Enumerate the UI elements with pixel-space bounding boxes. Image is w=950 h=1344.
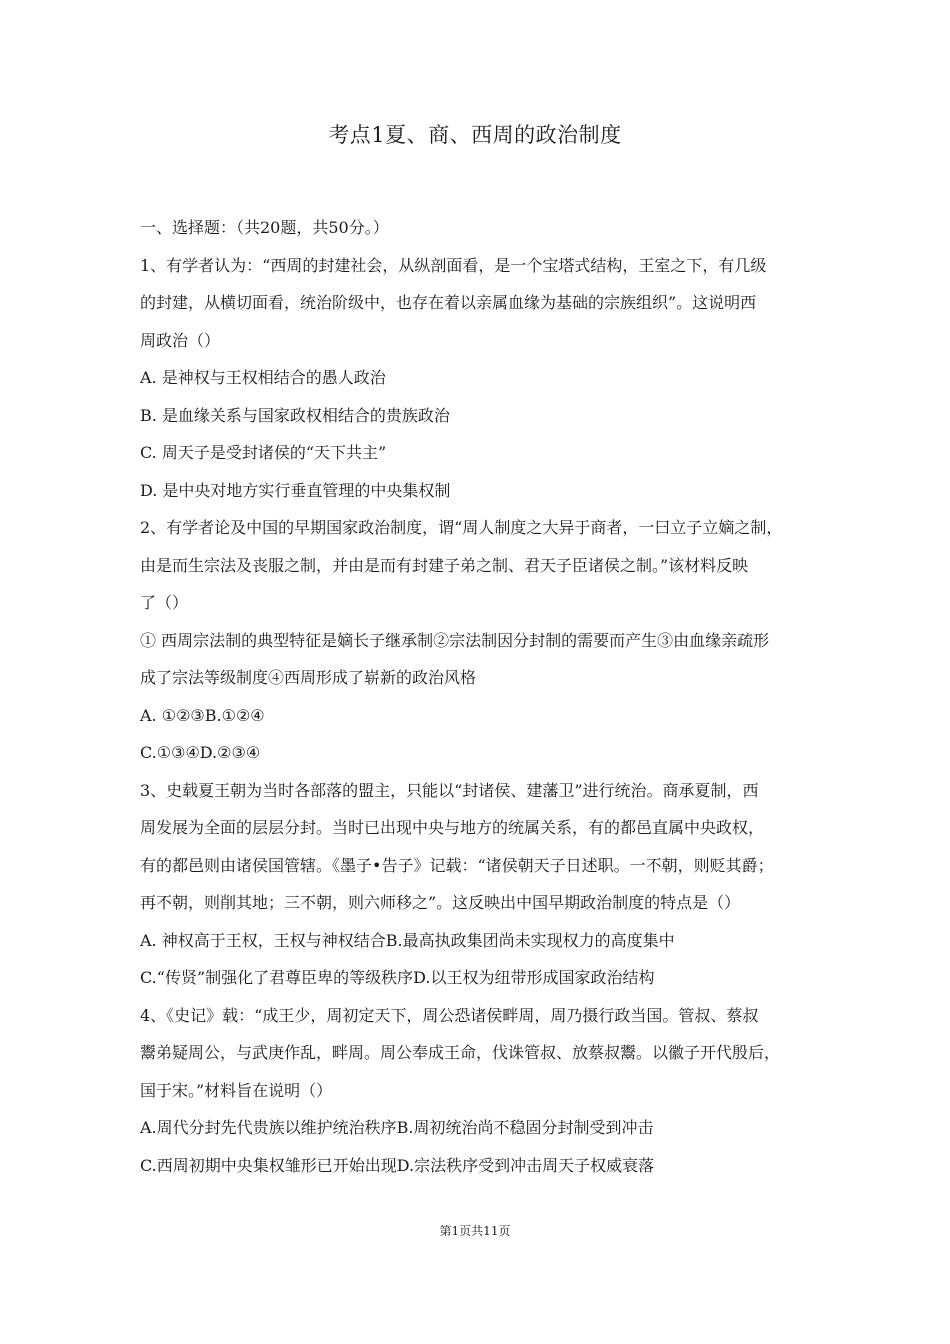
question-stem-line: 周发展为全面的层层分封。当时已出现中央与地方的统属关系，有的都邑直属中央政权，: [140, 818, 765, 837]
option-line-ab: A.周代分封先代贵族以维护统治秩序B.周初统治尚不稳固分封制受到冲击: [140, 1118, 654, 1137]
document-body: [140, 216, 822, 1191]
option-line-cd: C.①③④D.②③④: [140, 743, 261, 762]
option-line-cd: C.“传贤”制强化了君尊臣卑的等级秩序D.以王权为纽带形成国家政治结构: [140, 968, 655, 987]
question-stem-line: 4、《史记》载：“成王少，周初定天下，周公恐诸侯畔周，周乃摄行政当国。管叔、蔡叔: [140, 1005, 759, 1025]
question-stem-line: 由是而生宗法及丧服之制，并由是而有封建子弟之制、君天子臣诸侯之制。”该材料反映: [140, 555, 749, 575]
question-stem-line: ① 西周宗法制的典型特征是嫡长子继承制②宗法制因分封制的需要而产生③由血缘亲疏形: [140, 630, 770, 650]
option-line-ab: A. ①②③B.①②④: [140, 705, 265, 725]
question-stem-line: 2、有学者论及中国的早期国家政治制度，谓“周人制度之大异于商者，一曰立子立嫡之制，: [140, 518, 783, 537]
option-b: B. 是血缘关系与国家政权相结合的贵族政治: [140, 405, 450, 425]
page-title: 考点1夏、商、西周的政治制度: [328, 123, 622, 147]
question-stem-line: 鬻弟疑周公，与武庚作乱，畔周。周公奉成王命，伐诛管叔、放蔡叔鬻。以徽子开代殷后，: [140, 1043, 781, 1062]
question-stem-line: 1、有学者认为：“西周的封建社会，从纵剖面看，是一个宝塔式结构，王室之下，有几级: [140, 255, 767, 275]
option-d: D. 是中央对地方实行垂直管理的中央集权制: [140, 480, 451, 500]
question-stem-line: 了（）: [140, 593, 189, 612]
question-stem-line: 有的都邑则由诸侯国管辖。《墨子•告子》记载：“诸侯朝天子日述职。一不朝，则贬其爵；: [140, 855, 774, 875]
question-stem-line: 的封建，从横切面看，统治阶级中，也存在着以亲属血缘为基础的宗族组织”。这说明西: [140, 293, 757, 312]
question-stem-line: 3、史载夏王朝为当时各部落的盟主，只能以“封诸侯、建藩卫”进行统治。商承夏制，西: [140, 780, 759, 800]
page-footer: 第1页共11页: [439, 1224, 511, 1238]
section-heading: 一、选择题：（共20题，共50分。）: [140, 218, 389, 237]
option-line-cd: C.西周初期中央集权雏形已开始出现D.宗法秩序受到冲击周天子权威衰落: [140, 1155, 655, 1175]
option-a: A. 是神权与王权相结合的愚人政治: [140, 368, 386, 387]
question-stem-line: 成了宗法等级制度④西周形成了崭新的政治风格: [140, 668, 477, 687]
option-line-ab: A. 神权高于王权，王权与神权结合B.最高执政集团尚未实现权力的高度集中: [140, 930, 675, 950]
question-3: [140, 779, 822, 1004]
question-stem-line: 周政治（）: [140, 330, 221, 350]
question-2: [140, 516, 822, 779]
question-1: [140, 254, 822, 517]
question-stem-line: 再不朝，则削其地；三不朝，则六师移之”。这反映出中国早期政治制度的特点是（）: [140, 893, 741, 912]
question-stem-line: 国于宋。”材料旨在说明（）: [140, 1080, 333, 1100]
option-c: C. 周天子是受封诸侯的“天下共主”: [140, 443, 387, 462]
question-4: [140, 1004, 822, 1192]
